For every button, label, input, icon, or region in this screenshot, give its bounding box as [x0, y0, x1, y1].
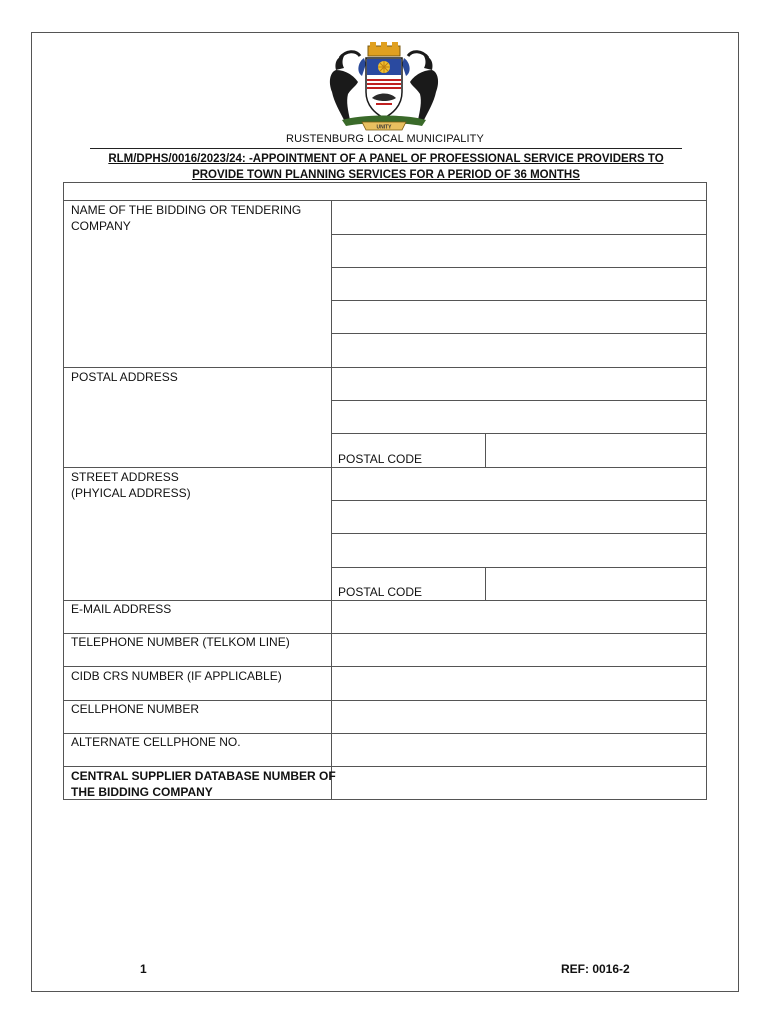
- bidder-details-form: [63, 182, 707, 800]
- alt-cellphone-label: ALTERNATE CELLPHONE NO.: [71, 735, 241, 749]
- street-address-label-line-2: (PHYICAL ADDRESS): [71, 486, 191, 500]
- field-divider: [331, 567, 706, 568]
- telephone-label: TELEPHONE NUMBER (TELKOM LINE): [71, 635, 290, 649]
- reference-number: REF: 0016-2: [561, 962, 630, 976]
- company-name-label-line-2: COMPANY: [71, 219, 131, 233]
- field-divider: [331, 300, 706, 301]
- municipality-name: RUSTENBURG LOCAL MUNICIPALITY: [286, 133, 484, 145]
- company-name-label: [71, 202, 301, 234]
- field-divider: [331, 234, 706, 235]
- row-divider: [64, 766, 706, 767]
- field-divider: [331, 333, 706, 334]
- cidb-label: CIDB CRS NUMBER (IF APPLICABLE): [71, 669, 282, 683]
- postal-address-label: POSTAL ADDRESS: [71, 370, 178, 384]
- csd-label-line-2: THE BIDDING COMPANY: [71, 785, 213, 799]
- document-title: [90, 151, 682, 183]
- company-name-label-line-1: NAME OF THE BIDDING OR TENDERING: [71, 203, 302, 217]
- column-divider: [331, 200, 332, 800]
- field-divider: [331, 500, 706, 501]
- title-line-1: RLM/DPHS/0016/2023/24: -APPOINTMENT OF A PANEL OF PROFESSIONAL SERVICE PROVIDERS TO: [108, 153, 664, 165]
- page-number: 1: [140, 962, 147, 976]
- motto-text: UNITY: [376, 124, 392, 131]
- row-divider: [64, 666, 706, 667]
- row-divider: [64, 367, 706, 368]
- row-divider: [64, 467, 706, 468]
- csd-number-label: [71, 768, 336, 800]
- email-label: E-MAIL ADDRESS: [71, 602, 172, 616]
- csd-label-line-1: CENTRAL SUPPLIER DATABASE NUMBER OF: [71, 769, 336, 783]
- street-address-label: [71, 469, 191, 501]
- postal-code-label: POSTAL CODE: [338, 452, 423, 466]
- field-divider: [331, 433, 706, 434]
- cellphone-label: CELLPHONE NUMBER: [71, 702, 200, 716]
- field-divider: [331, 400, 706, 401]
- title-line-2: PROVIDE TOWN PLANNING SERVICES FOR A PERIOD OF 36 MONTHS: [192, 169, 580, 181]
- postal-code-label: POSTAL CODE: [338, 585, 423, 599]
- postal-code-divider: [485, 433, 486, 467]
- field-divider: [331, 267, 706, 268]
- coat-of-arms-logo: [322, 42, 446, 132]
- field-divider: [331, 533, 706, 534]
- header-rule: [90, 148, 682, 149]
- street-address-label-line-1: STREET ADDRESS: [71, 470, 179, 484]
- header-row-divider: [64, 200, 706, 201]
- postal-code-divider: [485, 567, 486, 600]
